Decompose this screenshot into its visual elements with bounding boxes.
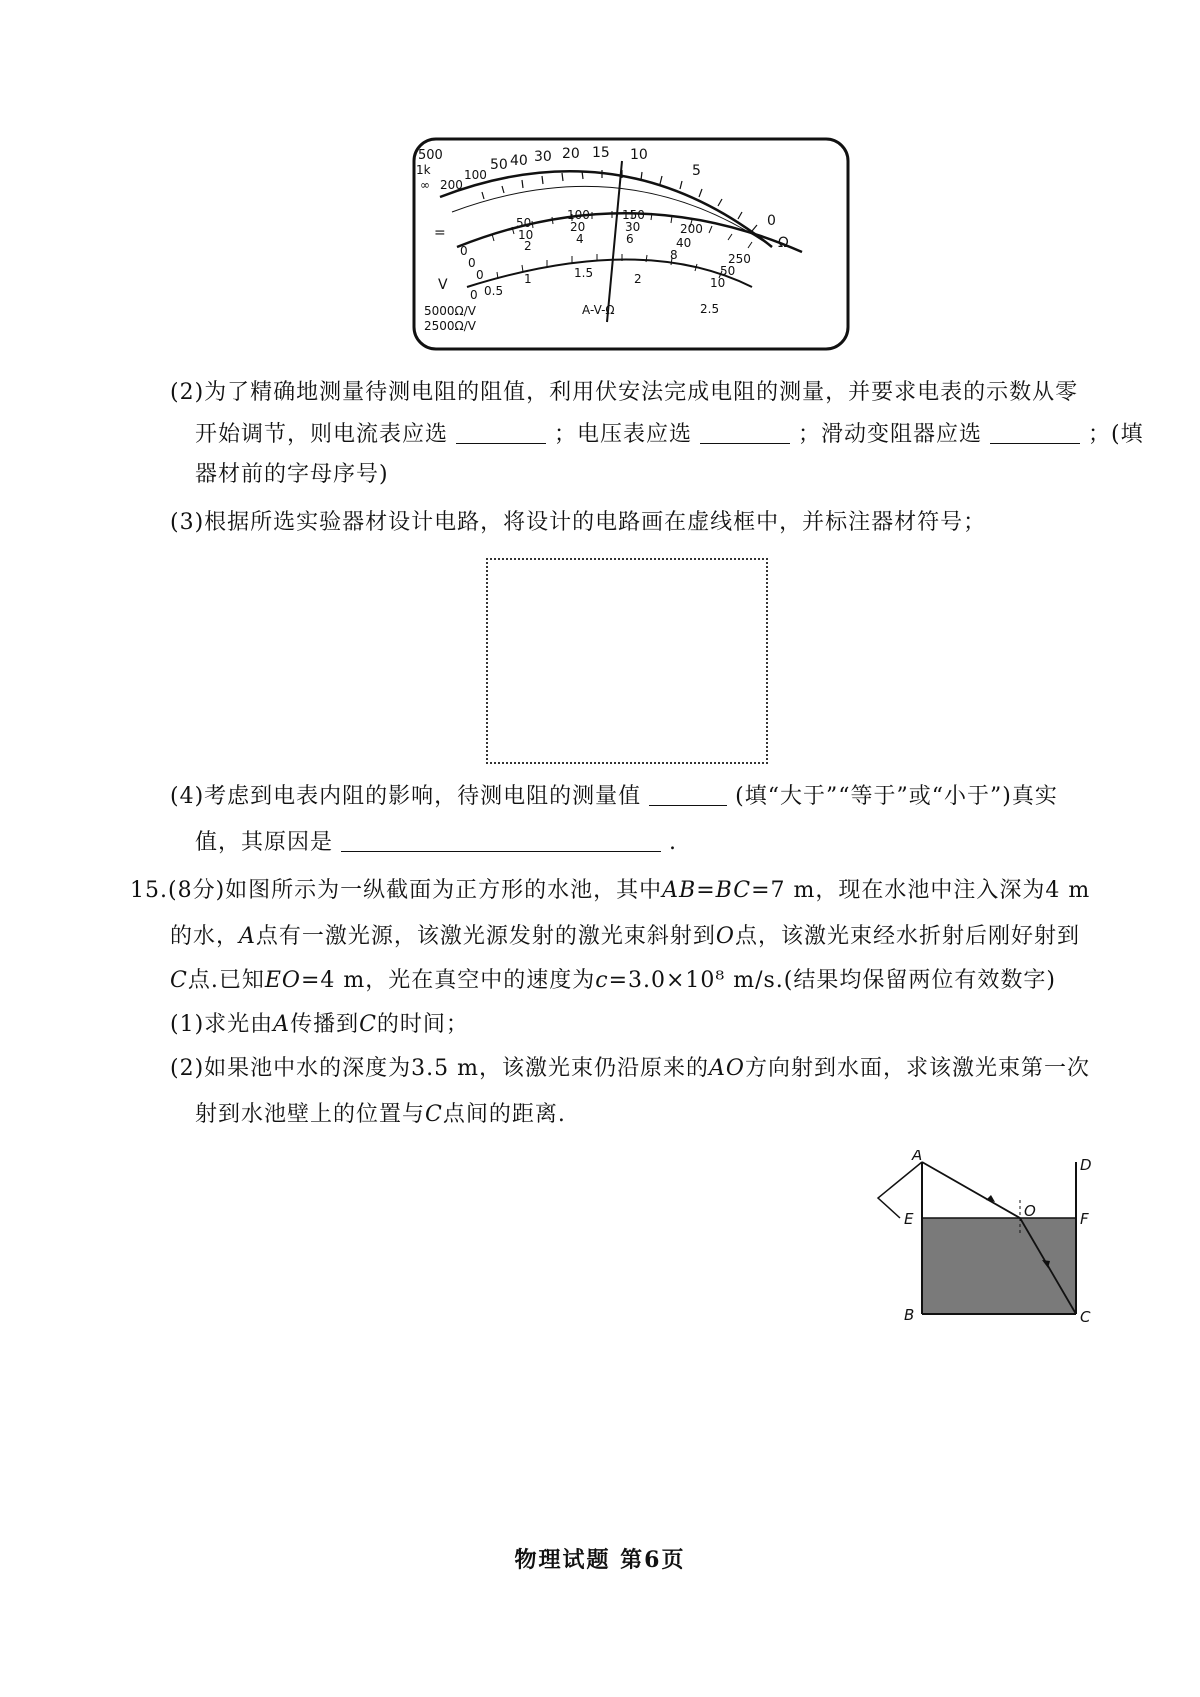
q15-var-light-speed: c bbox=[595, 968, 609, 993]
q14-p4-line1 bbox=[170, 782, 1058, 812]
measured-value-blank[interactable] bbox=[649, 783, 727, 806]
q15-part2-var-c: C bbox=[425, 1102, 443, 1127]
q14-p2-line2-text-d: ；(填 bbox=[1088, 422, 1144, 447]
ohm-label-10: 10 bbox=[630, 147, 648, 163]
q15-part1-text-c: 的时间； bbox=[376, 1012, 469, 1037]
dc2-label-0: 0 bbox=[468, 256, 476, 270]
ammeter-answer-blank[interactable] bbox=[456, 421, 546, 444]
dc3-label-0: 0 bbox=[476, 268, 484, 282]
q15-line3-text-a: 点.已知 bbox=[187, 968, 265, 993]
q14-p2-line1-text: (2)为了精确地测量待测电阻的阻值，利用伏安法完成电阻的测量，并要求电表的示数从零 bbox=[170, 380, 1079, 405]
dc3-label-10: 10 bbox=[710, 276, 726, 290]
q15-part2-line1 bbox=[170, 1054, 1090, 1084]
ohm-label-500: 500 bbox=[418, 148, 443, 163]
dc-label-0: 0 bbox=[460, 244, 468, 258]
q15-var-eo: EO bbox=[264, 968, 301, 993]
q15-line1-text-a: 15.(8分)如图所示为一纵截面为正方形的水池，其中 bbox=[130, 878, 663, 903]
label-f: F bbox=[1080, 1210, 1089, 1228]
ac-label-1: 1 bbox=[524, 272, 532, 286]
q15-var-c: C bbox=[170, 968, 188, 993]
label-b: B bbox=[904, 1306, 915, 1324]
q14-p2-line3 bbox=[195, 460, 389, 490]
q15-line2 bbox=[170, 922, 1080, 952]
q14-p2-line2-text-c: ；滑动变阻器应选 bbox=[798, 422, 983, 447]
q15-line1-text-b: =7 m，现在水池中注入深为4 m bbox=[751, 878, 1091, 903]
q15-var-bc: BC bbox=[715, 878, 752, 903]
dc-label-250: 250 bbox=[728, 252, 751, 266]
ohm-label-200: 200 bbox=[440, 178, 463, 192]
dc-label-100: 100 bbox=[567, 208, 590, 222]
dc3-label-4: 4 bbox=[576, 232, 584, 246]
dc2-label-50: 50 bbox=[720, 264, 736, 278]
q14-p2-line2-text-a: 开始调节，则电流表应选 bbox=[195, 422, 449, 447]
q15-part2-text-b: 方向射到水面，求该激光束第一次 bbox=[744, 1056, 1090, 1081]
pool-figure bbox=[860, 1150, 1100, 1328]
q15-part2-text-a: (2)如果池中水的深度为3.5 m，该激光束仍沿原来的 bbox=[170, 1056, 710, 1081]
q15-line3-text-b: =4 m，光在真空中的速度为 bbox=[300, 968, 596, 993]
q15-part1-var-a: A bbox=[273, 1012, 291, 1037]
q15-line2-text-c: 点，该激光束经水折射后刚好射到 bbox=[734, 924, 1080, 949]
ac-label-0: 0 bbox=[470, 288, 478, 302]
ac-label-2-5: 2.5 bbox=[700, 302, 720, 316]
q15-part2-line2-text-b: 点间的距离. bbox=[442, 1102, 566, 1127]
q14-p2-line3-text: 器材前的字母序号) bbox=[195, 462, 389, 487]
q15-part1 bbox=[170, 1010, 469, 1040]
label-o: O bbox=[1024, 1202, 1036, 1220]
v-symbol: V bbox=[438, 277, 448, 293]
ohm-label-30: 30 bbox=[534, 149, 552, 165]
ohm-label-50: 50 bbox=[490, 157, 508, 173]
label-a: A bbox=[912, 1150, 923, 1164]
q15-part2-var-ao: AO bbox=[709, 1056, 745, 1081]
q15-line2-text-a: 的水， bbox=[170, 924, 240, 949]
q15-eq: = bbox=[696, 878, 716, 903]
rheostat-answer-blank[interactable] bbox=[990, 421, 1080, 444]
dc3-label-6: 6 bbox=[626, 232, 634, 246]
q14-p2-line2-text-b: ；电压表应选 bbox=[554, 422, 693, 447]
ohm-label-100: 100 bbox=[464, 168, 487, 182]
q15-part1-var-c: C bbox=[359, 1012, 377, 1037]
dc-label-200: 200 bbox=[680, 222, 703, 236]
reason-answer-blank[interactable] bbox=[341, 829, 661, 852]
ohm-label-infinity: ∞ bbox=[420, 178, 430, 192]
ohm-label-20: 20 bbox=[562, 146, 580, 162]
q15-var-a: A bbox=[239, 924, 256, 949]
dc3-label-8: 8 bbox=[670, 248, 678, 262]
footer-text: 物理试题 第6页 bbox=[514, 1547, 686, 1573]
dc2-label-30: 30 bbox=[625, 220, 641, 234]
q14-p2-line2 bbox=[195, 420, 1144, 450]
circuit-drawing-box[interactable] bbox=[486, 558, 768, 764]
dc2-label-20: 20 bbox=[570, 220, 586, 234]
ohm-label-unit: Ω bbox=[778, 235, 789, 251]
ohm-label-1k: 1k bbox=[416, 163, 431, 177]
q15-var-o: O bbox=[715, 924, 735, 949]
ohm-label-15: 15 bbox=[592, 145, 610, 161]
q14-p4-line1-text-a: (4)考虑到电表内阻的影响，待测电阻的测量值 bbox=[170, 784, 642, 809]
q15-line1 bbox=[130, 876, 1090, 906]
page-footer bbox=[0, 1543, 1200, 1574]
q14-p2-line1 bbox=[170, 378, 1078, 408]
ohm-label-40: 40 bbox=[510, 153, 528, 169]
ac-label-2: 2 bbox=[634, 272, 642, 286]
dc-label-150: 150 bbox=[622, 208, 645, 222]
sensitivity-label-2: 2500Ω/V bbox=[424, 319, 476, 333]
voltmeter-answer-blank[interactable] bbox=[700, 421, 790, 444]
q15-line2-text-b: 点有一激光源，该激光源发射的激光束斜射到 bbox=[255, 924, 716, 949]
q14-p4-line1-text-b: (填“大于”“等于”或“小于”)真实 bbox=[735, 784, 1058, 809]
q15-var-ab: AB bbox=[662, 878, 697, 903]
water-region bbox=[922, 1218, 1076, 1314]
q14-p4-line2-text-b: . bbox=[669, 830, 678, 855]
multimeter-dial bbox=[412, 137, 850, 351]
q15-part1-text-a: (1)求光由 bbox=[170, 1012, 274, 1037]
ac-label-1-5: 1.5 bbox=[574, 266, 594, 280]
q14-p3-text: (3)根据所选实验器材设计电路，将设计的电路画在虚线框中，并标注器材符号； bbox=[170, 510, 987, 535]
ohm-label-5: 5 bbox=[692, 163, 701, 179]
dc-label-50: 50 bbox=[516, 216, 532, 230]
q15-part2-line2-text-a: 射到水池壁上的位置与 bbox=[195, 1102, 426, 1127]
meter-center-label: A-V-Ω bbox=[582, 303, 615, 317]
q15-line3-text-d: =3.0×10⁸ m/s.(结果均保留两位有效数字) bbox=[608, 968, 1056, 993]
dc3-label-2: 2 bbox=[524, 239, 532, 253]
dc-symbol: = bbox=[434, 225, 446, 241]
dc2-label-40: 40 bbox=[676, 236, 692, 250]
label-d: D bbox=[1080, 1156, 1092, 1174]
sensitivity-label-1: 5000Ω/V bbox=[424, 304, 476, 318]
q15-part2-line2 bbox=[195, 1100, 566, 1130]
q15-line3 bbox=[170, 966, 1056, 996]
q14-p3 bbox=[170, 508, 986, 538]
q15-part1-text-b: 传播到 bbox=[290, 1012, 360, 1037]
dc2-label-10: 10 bbox=[518, 228, 534, 242]
ac-label-0-5: 0.5 bbox=[484, 284, 504, 298]
ohm-label-0: 0 bbox=[767, 213, 776, 229]
label-e: E bbox=[904, 1210, 914, 1228]
label-c: C bbox=[1080, 1308, 1091, 1326]
q14-p4-line2 bbox=[195, 828, 677, 858]
q14-p4-line2-text-a: 值，其原因是 bbox=[195, 830, 334, 855]
